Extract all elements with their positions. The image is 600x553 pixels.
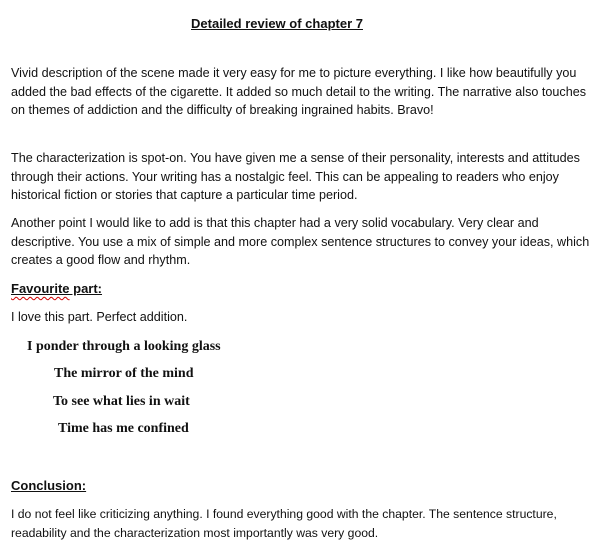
review-paragraph-characterization: The characterization is spot-on. You have given me a sense of their personality, interests and attitudes through their actions. Your writing has a nostalgic feel. This can be appealing to readers who enjoy historical fiction or stories that capture a particular time period. xyxy=(11,151,580,202)
document-title: Detailed review of chapter 7 xyxy=(191,16,363,31)
review-paragraph-scene: Vivid description of the scene made it very easy for me to picture everything. I like how beautifully you added the bad effects of the cigarette. It added so much detail to the writing. The narrative also touches on themes of addiction and the difficulty of breaking ingrained habits. Bravo! xyxy=(11,66,587,117)
spellcheck-word: Favourite xyxy=(11,281,70,296)
poem-line-2: The mirror of the mind xyxy=(54,366,194,381)
favourite-heading: Favourite part: xyxy=(11,281,103,296)
review-paragraph-vocabulary: Another point I would like to add is that this chapter had a very solid vocabulary. Very clear and descriptive. You use a mix of simple and more complex sentence structures to convey your ideas, which creates a good flow and rhythm. xyxy=(11,216,590,267)
poem-line-3: To see what lies in wait xyxy=(53,394,190,409)
conclusion-heading: Conclusion: xyxy=(11,478,87,493)
poem-line-4: Time has me confined xyxy=(58,421,189,436)
favourite-intro: I love this part. Perfect addition. xyxy=(11,310,188,324)
conclusion-text: I do not feel like criticizing anything. I found everything good with the chapter. The sentence structure, readability and the characterization most importantly was very good. xyxy=(11,507,557,540)
poem-line-1: I ponder through a looking glass xyxy=(27,339,221,354)
